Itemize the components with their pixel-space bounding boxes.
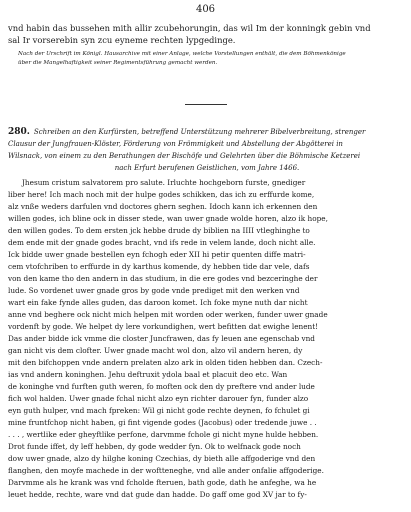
body-line: willen godes, ich bline ock in disser stede, wan uwer gnade wolde horen, alzo ik hope,: [8, 214, 328, 223]
body-line: wart ein fake fynde alles guden, das daroon komet. Ich foke myne nuth dar nicht: [8, 298, 308, 307]
body-line: Jhesum cristum salvatorem pro salute. Irluchte hochgeborn furste, gnediger: [22, 178, 306, 187]
body-line: ias vnd andern koninghen. Jehu deftruxit ydola baal et placuit deo etc. Wan: [8, 370, 288, 379]
footnote-line: Nach der Urschrift im Königl. Hausarchive mit einer Anlage, welche Vorstellungen enthält, die dem Böhmenkönige: [18, 51, 346, 57]
body-line: de koninghe vnd furften guth weren, fo moften ock den dy preftere vnd ander lude: [8, 382, 315, 391]
body-line: mit den bifchoppen vnde andern prelaten alzo ark in olden tiden hebben dan. Czech-: [8, 358, 323, 367]
body-line: flanghen, den moyfe machede in der woftteneghe, vnd alle ander onfalie affgoderige.: [8, 466, 324, 475]
document-heading: [8, 126, 406, 174]
body-line: den willen godes. To dem ersten jck hebbe drude dy biblien na IIII vtleghinghe to: [8, 226, 310, 235]
body-line: leuet hedde, rechte, ware vnd dat gude dan hadde. Do gaff ome god XV jar to fy-: [8, 490, 307, 499]
body-line: cem vtofchriben to erffurde in dy karthus komende, dy hebben tide dar vele, dafs: [8, 262, 310, 271]
page-number: 406: [195, 4, 216, 15]
body-line: fich wol halden. Uwer gnade fchal nicht alzo eyn richter darouer fyn, funder alzo: [8, 394, 309, 403]
text-line: sal Ir vorserebin syn zcu eyneme rechten lypgedinge.: [8, 35, 236, 45]
body-line: eyn guth hulper, vnd mach fpreken: Wil gi nicht gode rechte deynen, fo fchulet gi: [8, 406, 310, 415]
heading-line: nach Erfurt berufenen Geistlichen, vom Jahre 1466.: [114, 164, 300, 172]
body-line: Das ander bidde ick vmme die closter Juncfrawen, das fy leuen ane egenschab vnd: [8, 334, 315, 343]
body-line: gan nicht vis dem clofter. Uwer gnade macht wol don, alzo vil andern heren, dy: [8, 346, 303, 355]
letter-body: [8, 177, 406, 501]
heading-line: Clausur der Jungfrauen-Klöster, Förderung von Frömmigkeit und Abstellung der Abgötterei in: [8, 140, 343, 148]
body-line: mine fruntfchop nicht haben, gi fint vigende godes (Jacobus) oder tredende juwe . .: [8, 418, 317, 427]
document-number: 280.: [8, 127, 30, 137]
previous-document-ending: [8, 22, 406, 46]
body-line: von den kame tho den andern in das studium, in die ere godes vnd bezceringhe der: [8, 274, 318, 283]
body-line: anne vnd beghere ock nicht mich helpen mit worden oder werken, funder uwer gnade: [8, 310, 328, 319]
body-line: dow uwer gnade, alzo dy hilghe koning Czechias, dy bieth alle affgoderige vnd den: [8, 454, 316, 463]
heading-line: [8, 126, 406, 138]
section-divider: [185, 104, 227, 105]
heading-line: Wilsnack, von einem zu den Berathungen der Bischöfe und Gelehrten über die Böhmische Ketzerei: [8, 152, 361, 160]
body-line: vordenft by gode. We helpet dy lere vorkundighen, wert befitten dat ewighe lenent!: [8, 322, 319, 331]
body-line: liber here! Ich mach noch mit der hulpe godes schikken, das ich zu erffurde kome,: [8, 190, 315, 199]
body-line: lude. So vordenet uwer gnade gros by gode vnde prediget mit den werken vnd: [8, 286, 300, 295]
body-line: Ick bidde uwer gnade bestellen eyn fchogh eder XII hi petir quenten diffe matri-: [8, 250, 306, 259]
text-line: vnd habin das bussehen mith allir zcubehorungin, das wil Im der konningk gebin vnd: [8, 23, 371, 33]
body-line: Drot funde iffet, dy leff hebben, dy gode wedder fyn. Ok to welfnack gode noch: [8, 442, 301, 451]
source-note: [18, 50, 406, 68]
heading-text: Schreiben an den Kurfürsten, betreffend Unterstützung mehrerer Bibelverbreitung, strenger: [33, 128, 366, 136]
body-line: Darvmme als he krank was vnd fcholde fteruen, bath gode, dath he anfeghe, wa he: [8, 478, 317, 487]
footnote-line: über die Mangelhaftigkeit seiner Regimentsführung gemacht werden.: [18, 60, 218, 66]
body-line: . . . , wertlike eder gheyftlike perfone, darvmme fchole gi nicht myne hulde hebben.: [8, 430, 319, 439]
body-line: alz vnße weders darfulen vnd doctores ghern seghen. Idoch kann ich erkennen den: [8, 202, 318, 211]
body-line: dem ende mit der gnade godes bracht, vnd ifs rede in velem lande, doch nicht alle.: [8, 238, 316, 247]
